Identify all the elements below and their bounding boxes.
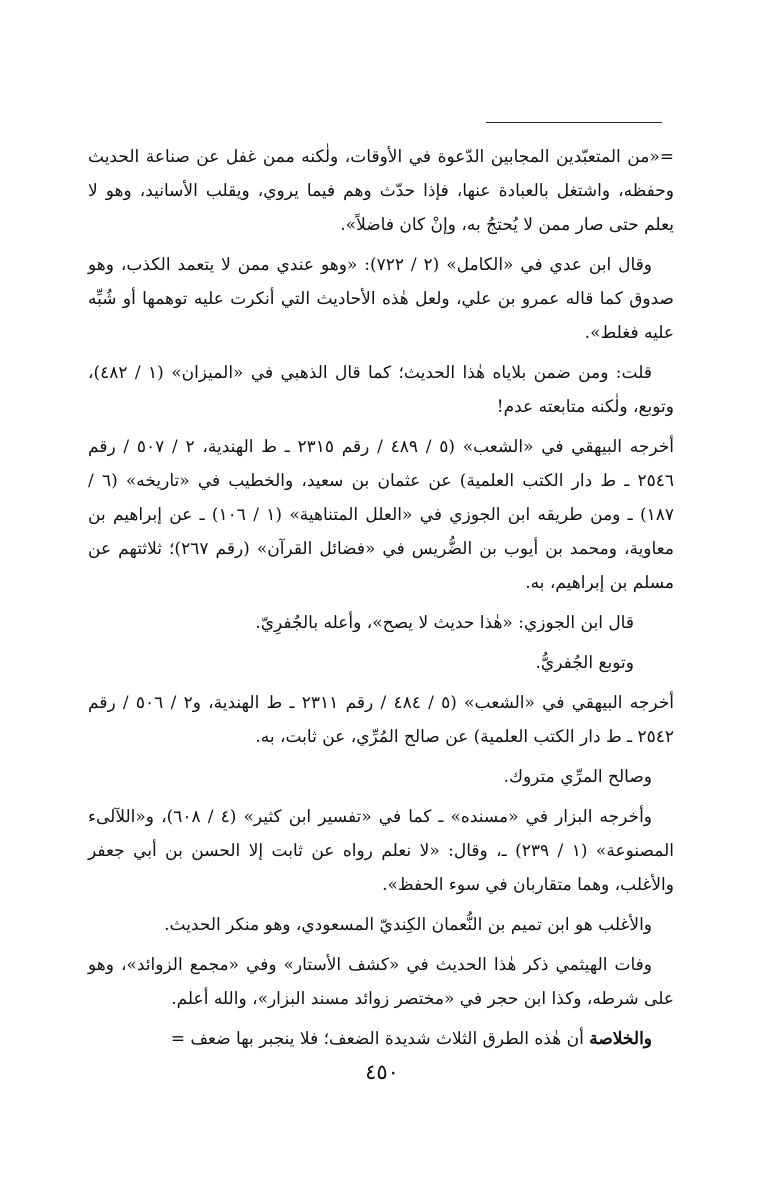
paragraph-ibn-jawzi: قال ابن الجوزي: «هٰذا حديث لا يصح»، وأعله بالجُفرِيّ. — [255, 613, 634, 633]
conclusion-lead: والخلاصة — [589, 1029, 652, 1049]
paragraph-qultu: قلت: ومن ضمن بلاياه هٰذا الحديث؛ كما قال الذهبي في «الميزان» (١ / ٤٨٢)، وتوبع، ولٰكنه متابعته عدم! — [88, 363, 674, 417]
page-number: ٤٥٠ — [365, 1060, 399, 1084]
paragraph-ibn-adi: وقال ابن عدي في «الكامل» (٢ / ٧٢٢): «وهو عندي ممن لا يتعمد الكذب، وهو صدوق كما قاله عمرو بن علي، ولعل هٰذه الأحاديث التي أنكرت عليه توهمها أو شُبِّه عليه فغلط». — [88, 255, 674, 343]
paragraph-quote-continuation: =«من المتعبّدين المجابين الدّعوة في الأوقات، ولٰكنه ممن غفل عن صناعة الحديث وحفظه، واشتغل بالعبادة عنها، فإذا حدّث وهم فيما يروي، ويقلب الأسانيد، وهو لا يعلم حتى صار ممن لا يُحتجُ به، وإنْ كان فاضلاً». — [88, 147, 674, 235]
paragraph-aghlab: والأغلب هو ابن تميم بن النُّعمان الكِنديّ المسعودي، وهو منكر الحديث. — [164, 915, 652, 935]
paragraph-salih: وصالح المرِّي متروك. — [503, 767, 652, 787]
paragraph-conclusion — [88, 1022, 674, 1056]
paragraph-bayhaqi-1: أخرجه البيهقي في «الشعب» (٥ / ٤٨٩ / رقم ٢٣١٥ ـ ط الهندية، ٢ / ٥٠٧ / رقم ٢٥٤٦ ـ ط دار الكتب العلمية) عن عثمان بن سعيد، والخطيب في «تاريخه» (٦ / ١٨٧) ـ ومن طريقه ابن الجوزي في «العلل المتناهية» (١ / ١٠٦) ـ عن إبراهيم بن معاوية، ومحمد بن أيوب بن الضُّريس في «فضائل القرآن» (رقم ٢٦٧)؛ ثلاثتهم عن مسلم بن إبراهيم، به. — [88, 437, 675, 593]
paragraph-bayhaqi-2: أخرجه البيهقي في «الشعب» (٥ / ٤٨٤ / رقم ٢٣١١ ـ ط الهندية، و٢ / ٥٠٦ / رقم ٢٥٤٢ ـ ط دار الكتب العلمية) عن صالح المُرِّي، عن ثابت، به. — [88, 693, 674, 747]
paragraph-haythami: وفات الهيثمي ذكر هٰذا الحديث في «كشف الأستار» وفي «مجمع الزوائد»، وهو على شرطه، وكذا ابن حجر في «مختصر زوائد مسند البزار»، والله أعلم. — [88, 955, 674, 1009]
paragraph-bazzar: وأخرجه البزار في «مسنده» ـ كما في «تفسير ابن كثير» (٤ / ٦٠٨)، و«اللآلىء المصنوعة» (١ / ٢٣٩) ـ، وقال: «لا نعلم رواه عن ثابت إلا الحسن بن أبي جعفر والأغلب، وهما متقاربان في سوء الحفظ». — [88, 807, 674, 895]
main-text — [88, 140, 674, 1062]
paragraph-tubi: وتوبع الجُفريُّ. — [535, 653, 634, 673]
top-rule — [486, 122, 662, 123]
conclusion-text: أن هٰذه الطرق الثلاث شديدة الضعف؛ فلا ينجبر بها ضعف = — [170, 1029, 590, 1049]
